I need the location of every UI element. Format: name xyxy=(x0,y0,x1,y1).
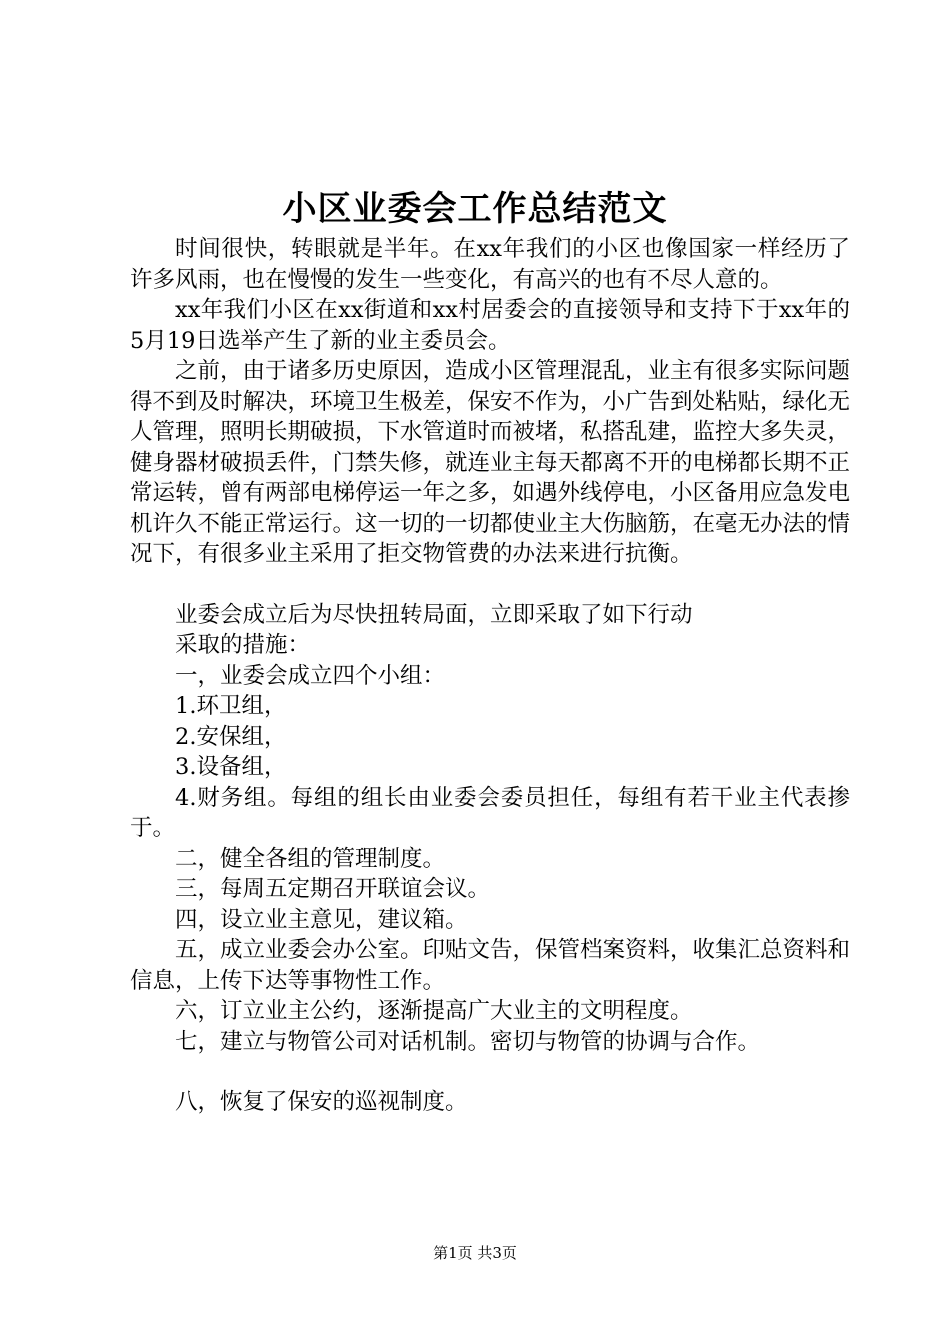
paragraph-election: xx年我们小区在xx街道和xx村居委会的直接领导和支持下于xx年的5月19日选举产生了新的业主委员会。 xyxy=(130,297,850,354)
list-item-2: 二，健全各组的管理制度。 xyxy=(175,845,446,872)
list-item-3: 三，每周五定期召开联谊会议。 xyxy=(175,876,491,902)
list-item-group-1: 1.环卫组， xyxy=(175,693,287,719)
page-footer: 第1页 共3页 xyxy=(433,1244,517,1262)
list-item-group-3: 3.设备组， xyxy=(175,754,287,780)
list-item-5: 五，成立业委会办公室。印贴文告，保管档案资料，收集汇总资料和信息，上传下达等事物性工作。 xyxy=(130,937,851,994)
list-item-1: 一，业委会成立四个小组： xyxy=(175,662,446,689)
list-item-group-4: 4.财务组。每组的组长由业委会委员担任，每组有若干业主代表掺于。 xyxy=(130,784,850,841)
list-item-7: 七，建立与物管公司对话机制。密切与物管的协调与合作。 xyxy=(175,1028,761,1055)
list-item-4: 四，设立业主意见，建议箱。 xyxy=(175,906,468,933)
paragraph-intro: 时间很快，转眼就是半年。在xx年我们的小区也像国家一样经历了许多风雨，也在慢慢的发生一些变化，有高兴的也有不尽人意的。 xyxy=(130,236,850,293)
list-item-group-2: 2.安保组， xyxy=(175,723,287,750)
paragraph-spacer xyxy=(130,570,850,600)
paragraph-measures-heading: 采取的措施： xyxy=(175,632,311,658)
document-title: 小区业委会工作总结范文 xyxy=(282,189,668,229)
paragraph-actions-intro: 业委会成立后为尽快扭转局面，立即采取了如下行动 xyxy=(175,601,693,628)
paragraph-background: 之前，由于诸多历史原因，造成小区管理混乱，业主有很多实际问题得不到及时解决，环境卫生极差，保安不作为，小广告到处粘贴，绿化无人管理，照明长期破损，下水管道时而被堵，私搭乱建，监控大多失灵，健身器材破损丢件，门禁失修，就连业主每天都离不开的电梯都长期不正常运转，曾有两部电梯停运一年之多，如遇外线停电，小区备用应急发电机许久不能正常运行。这一切的一切都使业主大伤脑筋，在毫无办法的情况下，有很多业主采用了拒交物管费的办法来进行抗衡。 xyxy=(130,358,851,567)
list-item-8: 八，恢复了保安的巡视制度。 xyxy=(175,1089,468,1115)
paragraph-spacer xyxy=(130,1057,850,1087)
document-body xyxy=(130,234,850,1118)
list-item-6: 六，订立业主公约，逐渐提高广大业主的文明程度。 xyxy=(175,998,693,1024)
